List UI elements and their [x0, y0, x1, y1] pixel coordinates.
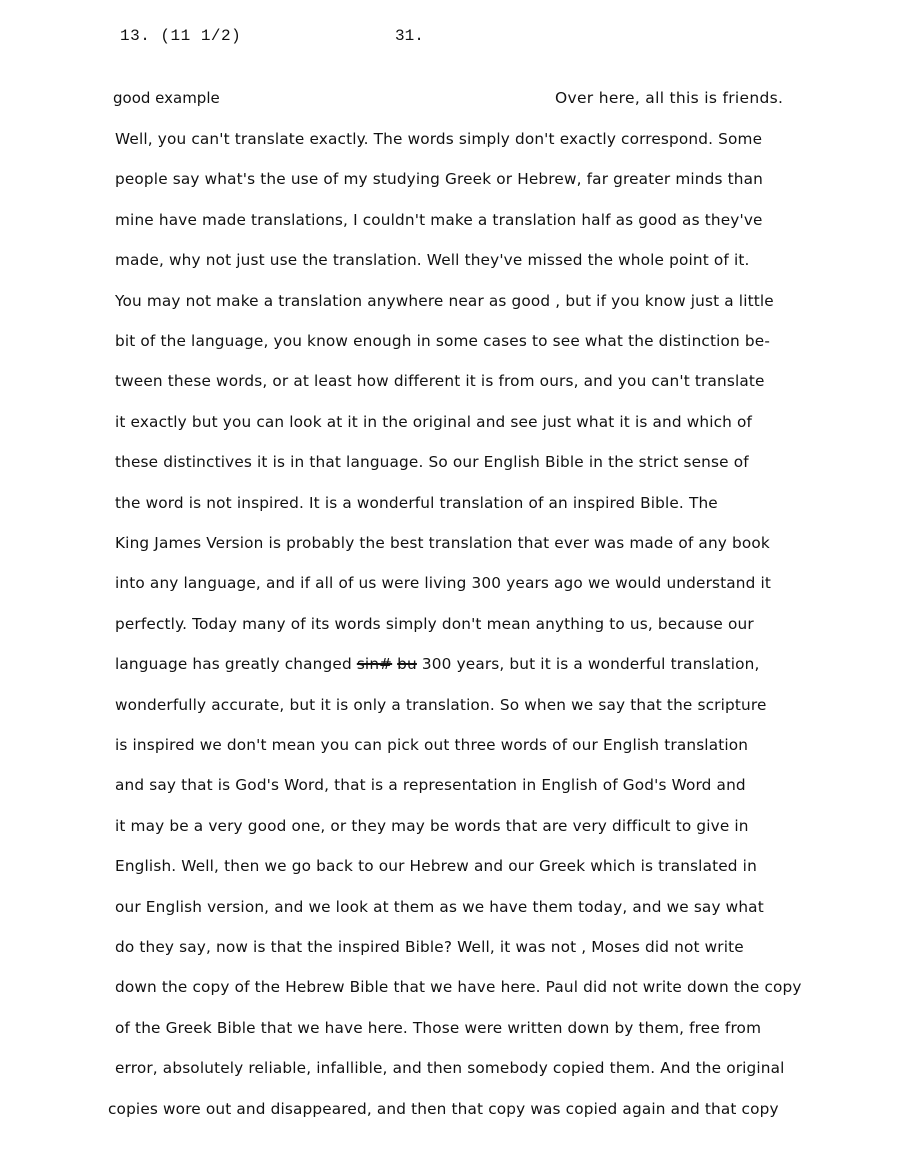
- text-line: and say that is God's Word, that is a representation in English of God's Word and: [115, 776, 746, 795]
- margin-note: good example: [113, 89, 220, 107]
- text-line: [115, 653, 760, 693]
- text-segment: language has greatly changed: [115, 655, 357, 674]
- text-line: our English version, and we look at them as we have them today, and we say what: [115, 897, 764, 916]
- text-line: bit of the language, you know enough in some cases to see what the distinction be-: [115, 332, 770, 350]
- text-line: copies wore out and disappeared, and then that copy was copied again and that copy: [108, 1099, 779, 1118]
- text-line: do they say, now is that the inspired Bible? Well, it was not , Moses did not write: [115, 938, 744, 956]
- text-line: it exactly but you can look at it in the original and see just what it is and which of: [115, 412, 753, 431]
- text-line: down the copy of the Hebrew Bible that we have here. Paul did not write down the copy: [115, 978, 802, 997]
- text-line: perfectly. Today many of its words simply don't mean anything to us, because our: [115, 614, 754, 633]
- text-segment: 300 years, but it is a wonderful translation,: [416, 655, 760, 674]
- text-line: into any language, and if all of us were living 300 years ago we would understand it: [115, 574, 772, 593]
- caption-text: Over here, all this is friends.: [555, 89, 784, 107]
- struck-text: bu: [397, 655, 417, 674]
- text-line: these distinctives it is in that language. So our English Bible in the strict sense of: [115, 453, 749, 472]
- text-line: is inspired we don't mean you can pick out three words of our English translation: [115, 736, 749, 754]
- text-line: the word is not inspired. It is a wonderful translation of an inspired Bible. The: [115, 493, 718, 512]
- text-line: Well, you can't translate exactly. The words simply don't exactly correspond. Some: [115, 130, 763, 148]
- text-line: wonderfully accurate, but it is only a translation. So when we say that the scripture: [115, 695, 767, 714]
- text-line: You may not make a translation anywhere near as good , but if you know just a little: [115, 291, 774, 310]
- text-line: tween these words, or at least how different it is from ours, and you can't translate: [115, 372, 765, 391]
- text-line: of the Greek Bible that we have here. Those were written down by them, free from: [115, 1018, 762, 1037]
- text-line: King James Version is probably the best translation that ever was made of any book: [115, 534, 770, 552]
- text-line: error, absolutely reliable, infallible, and then somebody copied them. And the original: [115, 1059, 785, 1078]
- page-number: 31.: [395, 27, 424, 45]
- text-line: made, why not just use the translation. Well they've missed the whole point of it.: [115, 251, 750, 270]
- text-line: English. Well, then we go back to our Hebrew and our Greek which is translated in: [115, 857, 757, 876]
- text-line: people say what's the use of my studying Greek or Hebrew, far greater minds than: [115, 170, 764, 189]
- section-number: 13. (11 1/2): [120, 27, 242, 45]
- text-line: mine have made translations, I couldn't make a translation half as good as they've: [115, 210, 763, 229]
- struck-text: sin#: [356, 655, 393, 674]
- text-line: it may be a very good one, or they may be words that are very difficult to give in: [115, 816, 749, 835]
